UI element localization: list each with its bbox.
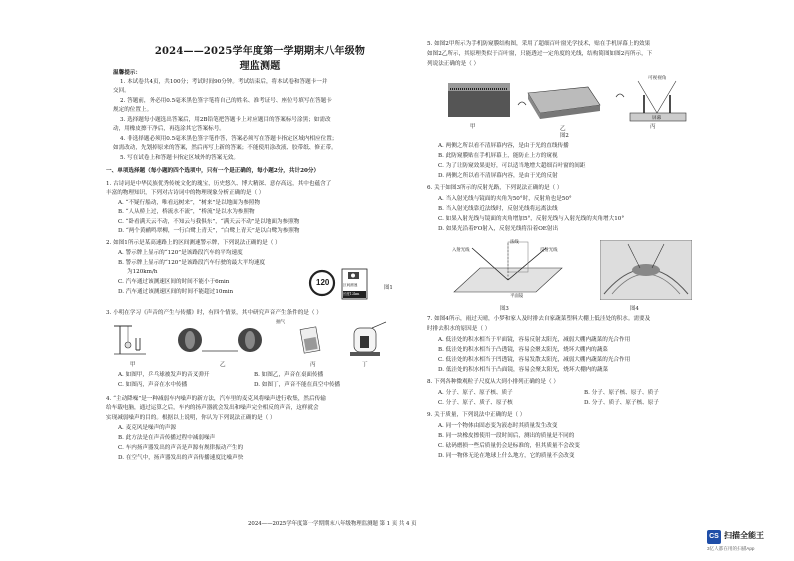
question-stem: 1. 古诗词是中华民族优秀传统文化的瑰宝，历史悠久、博大精深、意存高远，其中也蕴含了: [106, 181, 332, 187]
figure-label: 图3: [500, 306, 509, 312]
option-c: C. 分子、原子、质子、原子核: [438, 400, 513, 406]
notice-line: 2. 答题前，务必用0.5毫米黑色签字笔将自己的姓名、准考证号、座位号填写在答题卡: [120, 98, 332, 104]
scanner-app-name: 扫描全能王: [724, 531, 764, 540]
option-a: A. 麦克风是噪声的声源: [118, 425, 176, 431]
bell-in-water-diagram: [300, 327, 320, 353]
question-stem: 9. 关于质量，下列说法中正确的是（ ）: [427, 412, 526, 418]
figure-label-a: 甲: [130, 362, 136, 368]
option-b: B. 此方法是在声音传播过程中减弱噪声: [118, 435, 216, 441]
question-stem: 如图2乙所示，其原理类似于百叶窗，只能透过一定角度的光线，结构简图如图2丙所示，下: [427, 51, 653, 57]
option-b: B. 当入射光线靠近法线时，反射光线将远离法线: [438, 206, 558, 212]
option-d: D. 汽车通过该测速区间的时间不能超过10min: [118, 289, 234, 295]
question-stem: 4. “主动降噪”是一种减弱车内噪声的新方法，汽车里的麦克风将噪声进行收集，然后传输: [106, 396, 326, 402]
notice-heading: 温馨提示：: [113, 70, 141, 76]
scanner-tagline: 3亿人都在用的扫描App: [707, 546, 755, 551]
option-a: A. 分子、原子、原子核、质子: [438, 390, 513, 396]
option-d: D. 分子、质子、原子核、原子: [584, 400, 659, 406]
figure-label-a: 甲: [470, 124, 476, 130]
option-a: A. 低洼处的积水相当于平面镜，容易反射太阳光，减弱大棚内蔬菜的光合作用: [438, 337, 631, 343]
pump-label: 抽气: [276, 320, 286, 325]
option-b: B. 此防窥膜贴在手机屏幕上，能防止上方的窥视: [438, 153, 558, 159]
drum-table-diagram: [178, 328, 262, 352]
question-stem: 给车载电脑，通过运算之后，车内的扬声器就会发出和噪声完全相反的声音，这样就会: [106, 405, 319, 411]
vacuum-bell-jar-diagram: [350, 322, 386, 356]
option-a: A. 如图甲，乒乓球被发声的音叉弹开: [118, 372, 210, 378]
incident-ray-label: 入射光线: [452, 248, 470, 253]
scanner-watermark: [707, 528, 789, 556]
normal-label: 法线: [510, 240, 519, 245]
reflected-ray-label: 反射光线: [540, 248, 558, 253]
figure-label-c: 丙: [650, 124, 656, 130]
option-b: B. 分子、原子核、原子、质子: [584, 390, 659, 396]
question-stem: 丰富的物理知识，下列对古诗词中的物理现象分析正确的是（ ）: [106, 190, 265, 196]
option-b: B. 低洼处的积水相当于凸透镜，容易会聚太阳光，烧坏大棚内的蔬菜: [438, 347, 608, 353]
camera-lens-icon: [351, 274, 355, 278]
notice-line: 动，用橡皮擦干净后，再选涂其它答案标号。: [113, 126, 225, 132]
tuning-fork-ball-diagram: [114, 326, 146, 354]
notice-line: 规定的位置上。: [113, 107, 153, 113]
phone-screen-diagram: [518, 87, 624, 119]
notice-line: 4. 非选择题必须用0.5毫米黑色签字笔作答，答案必须写在答题卡指定区域内相应位置；: [120, 136, 338, 142]
option-c: C. 如果入射光线与镜面的夹角增加5°，反射光线与入射光线的夹角增大10°: [438, 216, 625, 222]
sound-experiments-figure: [110, 320, 400, 360]
question-stem: 7. 如图4所示，雨过天晴，小梦和家人及时排去自家蔬菜塑料大棚上低洼处的积水。需要及: [427, 316, 651, 322]
option-b: B. 同一块橡皮擦使用一段时间后，测出的质量是不同的: [438, 433, 575, 439]
figure-label: 图4: [630, 306, 639, 312]
option-c: C. 为了让防窥效果更好，可以适当地增大超细百叶窗的间距: [438, 163, 586, 169]
view-angle-label: 可视视角: [648, 76, 667, 81]
notice-line: 5. 写在试卷上和答题卡指定区域外的答案无效。: [120, 155, 239, 161]
option-c: C. “卧看满天云不动，不知云与我俱东”，“满天云不动”是以地面为参照物: [118, 219, 300, 225]
option-d: D. 同一物体无论在地球上什么地方，它的质量不会改变: [438, 453, 575, 459]
film-structure-diagram: [448, 83, 510, 117]
option-c: C. 汽车通过该测速区间的时间不能小于6min: [118, 279, 230, 285]
page-title: 2024——2025学年度第一学期期末八年级物理监测题: [154, 46, 366, 72]
option-b: B. 如图乙，声音在桌面传播: [254, 372, 324, 378]
question-stem: 时排去积水的原因是（ ）: [427, 326, 491, 332]
question-stem: 列说法正确的是（ ）: [427, 61, 480, 67]
question-stem: 2. 如图1所示是某高速路上的区间测速警示牌，下列说法正确的是（ ）: [106, 240, 281, 246]
option-a: A. 警示牌上显示的“120”是该路段汽车的平均速度: [118, 250, 243, 256]
option-b: B. 警示牌上显示的“120”是该路段汽车行驶的最大平均速度: [118, 260, 266, 266]
figure-label-b: 乙: [560, 126, 566, 132]
option-c: C. 车内扬声器发出的声音是声源有规律振动产生的: [118, 445, 244, 451]
option-a: A. 两侧之所以看不清屏幕内容，是由于光的直线传播: [438, 143, 569, 149]
option-d: D. 两侧之所以看不清屏幕内容，是由于光的反射: [438, 173, 558, 179]
question-stem: 3. 小明在学习《声音的产生与传播》时，有四个情景，其中研究声音产生条件的是（ ）: [106, 310, 322, 316]
notice-line: 3. 选择题每小题选出答案后，用2B铅笔把答题卡上对应题目的答案标号涂黑；如需改: [120, 117, 331, 123]
option-c: C. 如图丙，声音在水中传播: [118, 382, 188, 388]
option-c: C. 砝码磨损一些后质量仍会是标准的，但其质量不会改变: [438, 443, 580, 449]
option-b: B. “人从桥上过，桥流水不流”，“桥流”是以水为参照物: [118, 209, 255, 215]
option-d: D. 低洼处的积水相当于凸面镜，容易会聚太阳光，烧坏大棚内的蔬菜: [438, 367, 609, 373]
greenhouse-water-figure: [600, 240, 692, 300]
speed-limit-value: 120: [316, 278, 330, 287]
figure-label: 图1: [384, 285, 393, 291]
screen-label: 屏幕: [652, 116, 662, 121]
option-b-cont: 为120km/h: [127, 269, 158, 275]
option-c: C. 低洼处的积水相当于凹透镜，容易发散太阳光，减弱大棚内蔬菜的光合作用: [438, 357, 631, 363]
figure-label-c: 丙: [310, 362, 316, 368]
figure-label: 图2: [560, 133, 569, 139]
option-d: D. 在空气中，扬声器发出的声音传播速度比噪声快: [118, 455, 244, 461]
notice-line: 交回。: [113, 88, 130, 94]
figure-label-b: 乙: [220, 362, 226, 368]
figure-label-d: 丁: [362, 362, 368, 368]
page-footer: 2024——2025学年度第一学期期末八年级物理监测题 第 1 页 共 4 页: [248, 521, 417, 527]
camera-sign-text: 区间测速: [343, 283, 358, 287]
question-stem: 6. 关于如图3所示的反射光路，下列说法正确的是（ ）: [427, 185, 563, 191]
question-stem: 实现减弱噪声的目的。根据以上说明，你认为下列说法正确的是（ ）: [106, 415, 276, 421]
camera-sign-length: 长度12km: [343, 292, 360, 296]
option-d: D. 如果光沿着FO射入，反射光线将沿着OE射出: [438, 226, 559, 232]
camscanner-logo-icon: CS: [707, 530, 721, 544]
paper-board: [508, 242, 528, 272]
option-d: D. “两个黄鹂鸣翠柳，一行白鹭上青天”，“白鹭上青天”是以白鹭为参照物: [118, 228, 300, 234]
question-stem: 5. 如图2甲所示为手机防窥膜结构图，采用了超细百叶窗光学技术，贴在手机屏幕上的效果: [427, 41, 651, 47]
section-heading: 一、单项选择题（每小题的四个选项中，只有一个是正确的，每小题2分，共计20分）: [106, 168, 320, 174]
option-a: A. 当入射光线与镜面的夹角为50°时，反射角也是50°: [438, 196, 572, 202]
mirror-label: 平面镜: [510, 294, 524, 299]
option-d: D. 如图丁，声音不能在真空中传播: [254, 382, 341, 388]
option-a: A. “不疑行船动，唯看远树来”，“树来”是以地面为参照物: [118, 200, 261, 206]
notice-line: 如需改动，先划掉原来的答案，然后再写上新的答案；不能使用涂改液、胶带纸、修正带。: [113, 145, 337, 151]
question-stem: 8. 下列各种微观粒子尺度从大到小排列正确的是（ ）: [427, 379, 559, 385]
notice-line: 1. 本试卷共4页，共100分；考试时间90分钟。考试结束后，将本试卷和答题卡一并: [120, 79, 328, 85]
option-a: A. 同一个物体由固态变为液态时其质量发生改变: [438, 423, 558, 429]
